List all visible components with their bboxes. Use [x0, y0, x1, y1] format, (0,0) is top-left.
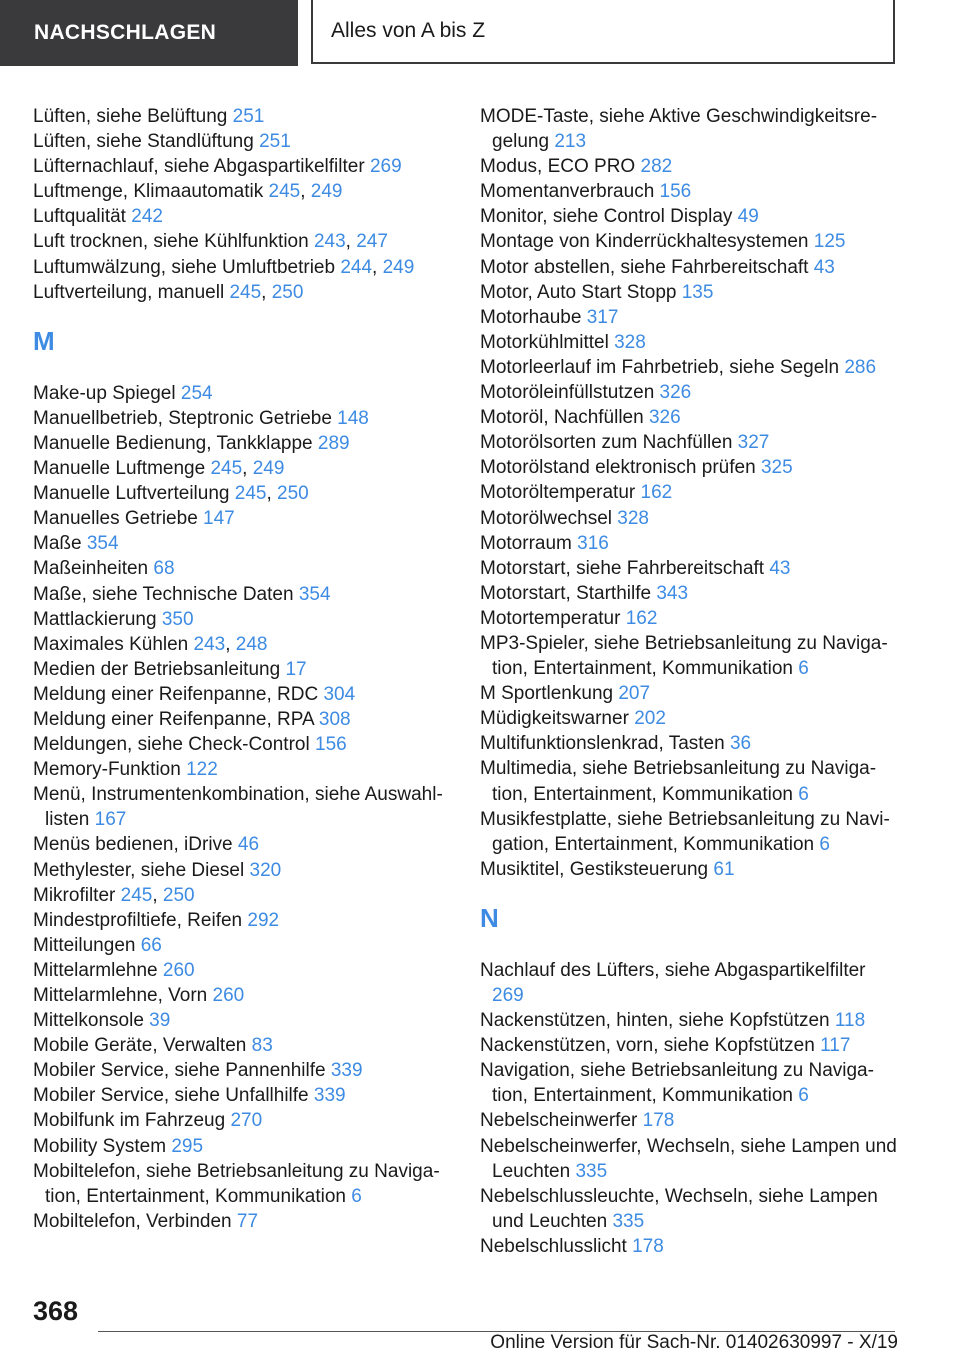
page-reference-link[interactable]: 339: [330, 1060, 363, 1082]
index-entry: [480, 154, 900, 179]
page-reference-link[interactable]: 260: [212, 985, 245, 1006]
page-reference-link[interactable]: 247: [356, 231, 388, 253]
index-entry: [33, 255, 453, 280]
index-entry-text: M Sportlenkung: [480, 683, 614, 705]
page-reference-link[interactable]: 343: [656, 582, 689, 604]
page-separator: ,: [266, 483, 272, 505]
index-entry-text: Motorkühlmittel: [480, 331, 609, 353]
index-entry-text: Mikrofilter: [33, 884, 116, 906]
index-entry: [33, 632, 453, 657]
index-entry: [33, 506, 453, 531]
page-reference-link[interactable]: 39: [149, 1010, 171, 1032]
page-reference-link[interactable]: 308: [318, 708, 351, 730]
index-entry-text: Lüfternachlauf, siehe Abgaspartikelfilter: [33, 156, 365, 178]
index-entry: [480, 807, 900, 857]
index-entry: [33, 556, 453, 581]
page-reference-link[interactable]: 36: [729, 733, 752, 755]
index-entry-text: Navigation, siehe Betriebsanleitung zu Navigation, Entertainment, Kommunikation: [480, 1060, 874, 1107]
page-reference-link[interactable]: 46: [237, 834, 260, 856]
index-entry-text: Lüften, siehe Belüftung: [33, 106, 228, 127]
index-letter-heading: N: [480, 902, 499, 933]
index-entry-text: Mitteilungen: [33, 934, 136, 956]
index-entry-text: Mobiler Service, siehe Pannenhilfe: [33, 1060, 326, 1082]
page-reference-link[interactable]: 251: [259, 131, 291, 153]
page-reference-link[interactable]: 289: [317, 432, 350, 454]
index-entry-text: Motortemperatur: [480, 607, 621, 629]
index-entry-text: Methylester, siehe Diesel: [33, 859, 245, 881]
page-reference-link[interactable]: 118: [834, 1010, 866, 1032]
index-entry-text: Medien der Betriebsanleitung: [33, 658, 281, 680]
index-entry-text: Multimedia, siehe Betriebsanleitung zu Navigation, Entertainment, Kommunikation: [480, 758, 877, 805]
page-number: 368: [33, 1296, 79, 1326]
page-reference-link[interactable]: 326: [648, 407, 681, 429]
index-entry-text: Modus, ECO PRO: [480, 156, 636, 178]
index-entry: [480, 1234, 900, 1259]
index-entry: [480, 380, 900, 405]
index-entry: [33, 381, 453, 406]
index-entry-text: Motorleerlauf im Fahrbetrieb, siehe Segeln: [480, 356, 840, 378]
index-entry-text: Momentanverbrauch: [480, 181, 655, 203]
page-reference-link[interactable]: 286: [844, 356, 877, 378]
page-reference-link[interactable]: 243: [313, 231, 346, 253]
page-reference-link[interactable]: 43: [769, 557, 791, 579]
page-separator: ,: [261, 281, 267, 303]
page-separator: ,: [372, 256, 378, 278]
index-entry-text: Motoröltemperatur: [480, 482, 636, 504]
index-entry: [480, 857, 900, 882]
index-entry: [480, 455, 900, 480]
section-tab: NACHSCHLAGEN: [0, 0, 298, 66]
page-reference-link[interactable]: 156: [315, 734, 347, 756]
index-entry-text: Manuelle Bedienung, Tankklappe: [33, 432, 313, 454]
index-entry-text: Maße, siehe Technische Daten: [33, 583, 294, 605]
index-entry-text: Mattlackierung: [33, 608, 157, 630]
index-entry-text: Musiktitel, Gestiksteuerung: [480, 858, 709, 880]
index-entry: [480, 1058, 900, 1108]
index-entry-text: Mobile Geräte, Verwalten: [33, 1035, 247, 1057]
index-entry-text: Motorölsorten zum Nachfüllen: [480, 432, 733, 454]
page-reference-link[interactable]: 254: [180, 382, 213, 404]
index-entry: [33, 104, 453, 129]
index-entry-text: Manuelle Luftverteilung: [33, 483, 230, 505]
page-reference-link[interactable]: 320: [249, 859, 282, 881]
index-entry: [480, 229, 900, 254]
index-entry-text: Menüs bedienen, iDrive: [33, 834, 233, 856]
index-entry: [480, 631, 900, 681]
index-entry-text: Mittelarmlehne, Vorn: [33, 985, 208, 1006]
index-entry: [33, 179, 453, 204]
index-entry: [480, 706, 900, 731]
index-entry-text: Multifunktionslenkrad, Tasten: [480, 733, 725, 755]
index-entry: [480, 1184, 900, 1234]
page-reference-link[interactable]: 77: [236, 1210, 259, 1232]
chapter-tab: Alles von A bis Z: [311, 0, 895, 64]
page-reference-link[interactable]: 249: [310, 181, 343, 203]
index-entry-text: Motorölstand elektronisch prüfen: [480, 457, 756, 479]
index-column-left: [33, 104, 453, 1234]
index-entry-text: Luftverteilung, manuell: [33, 281, 225, 303]
index-entry: [480, 405, 900, 430]
page-reference-link[interactable]: 317: [586, 306, 619, 328]
index-entry: [33, 958, 453, 983]
page-reference-link[interactable]: 213: [554, 131, 587, 153]
page-reference-link[interactable]: 245: [210, 458, 243, 480]
page-reference-link[interactable]: 295: [171, 1135, 204, 1157]
page-reference-link[interactable]: 328: [614, 331, 646, 353]
page-reference-link[interactable]: 339: [313, 1085, 346, 1107]
index-entry: [33, 607, 453, 632]
page-reference-link[interactable]: 249: [252, 458, 285, 480]
index-entry-text: Motoröleinfüllstutzen: [480, 382, 655, 404]
index-entry-text: Motorölwechsel: [480, 507, 612, 529]
page-reference-link[interactable]: 282: [640, 156, 673, 178]
index-entry-text: Meldungen, siehe Check-Control: [33, 734, 310, 756]
page-reference-link[interactable]: 269: [369, 156, 402, 178]
page-reference-link[interactable]: 207: [618, 683, 651, 705]
index-entry-text: Monitor, siehe Control Display: [480, 206, 733, 228]
page-reference-link[interactable]: 66: [140, 934, 162, 956]
page-separator: ,: [152, 884, 158, 906]
page-reference-link[interactable]: 270: [230, 1110, 263, 1132]
page-reference-link[interactable]: 328: [617, 507, 649, 529]
page-reference-link[interactable]: 6: [351, 1185, 362, 1207]
index-entry: [480, 1033, 900, 1058]
index-entry: [480, 506, 900, 531]
page-reference-link[interactable]: 249: [382, 256, 415, 278]
index-entry-text: Maße: [33, 533, 82, 555]
index-entry-text: Motor abstellen, siehe Fahrbereitschaft: [480, 256, 809, 278]
index-entry-text: Mobility System: [33, 1135, 167, 1157]
page-reference-link[interactable]: 304: [323, 683, 356, 705]
page-reference-link[interactable]: 167: [94, 809, 127, 831]
page-reference-link[interactable]: 243: [193, 633, 226, 655]
index-entry: [480, 305, 900, 330]
index-entry: [33, 1008, 453, 1033]
page-reference-link[interactable]: 325: [760, 457, 793, 479]
index-entry: [33, 154, 453, 179]
index-entry-text: Mobiler Service, siehe Unfallhilfe: [33, 1085, 309, 1107]
index-entry-text: Lüften, siehe Standlüftung: [33, 131, 254, 153]
index-entry-text: Luftqualität: [33, 206, 126, 228]
index-entry-text: Nebelscheinwerfer: [480, 1110, 638, 1132]
page-reference-link[interactable]: 178: [632, 1235, 664, 1257]
page-reference-link[interactable]: 83: [251, 1035, 273, 1057]
index-entry: [480, 606, 900, 631]
page-reference-link[interactable]: 162: [625, 607, 658, 629]
page-reference-link[interactable]: 260: [162, 959, 195, 981]
page-reference-link[interactable]: 178: [642, 1110, 675, 1132]
page-reference-link[interactable]: 251: [232, 106, 265, 127]
index-entry: [33, 456, 453, 481]
index-entry: [480, 480, 900, 505]
index-entry-text: Nackenstützen, vorn, siehe Kopfstützen: [480, 1035, 815, 1057]
index-entry: [480, 958, 900, 1008]
index-entry: [480, 581, 900, 606]
index-entry: [33, 129, 453, 154]
index-entry-text: Meldung einer Reifenpanne, RPA: [33, 708, 314, 730]
index-entry-text: Mobilfunk im Fahrzeug: [33, 1110, 226, 1132]
index-entry: [33, 707, 453, 732]
index-entry: [33, 983, 453, 1008]
index-entry: [480, 255, 900, 280]
index-entry-text: Luftumwälzung, siehe Umluftbetrieb: [33, 256, 336, 278]
index-entry-text: Mittelarmlehne: [33, 959, 158, 981]
page-reference-link[interactable]: 245: [120, 884, 153, 906]
index-entry: [33, 1134, 453, 1159]
index-entry-text: Nebelschlussleuchte, Wechseln, siehe Lampen und Leuchten: [480, 1185, 878, 1232]
page-reference-link[interactable]: 335: [575, 1160, 608, 1182]
index-entry-text: Menü, Instrumentenkombination, siehe Auswahllisten: [33, 784, 443, 831]
index-entry-text: Müdigkeitswarner: [480, 708, 629, 730]
index-entry: [33, 431, 453, 456]
index-entry: [33, 1083, 453, 1108]
page-reference-link[interactable]: 244: [340, 256, 373, 278]
index-entry: [33, 1159, 453, 1209]
index-entry: [33, 481, 453, 506]
index-column-right: [480, 104, 900, 1259]
page-reference-link[interactable]: 156: [659, 181, 692, 203]
page-reference-link[interactable]: 354: [86, 533, 119, 555]
index-entry-text: Manuelles Getriebe: [33, 508, 198, 530]
index-entry: [480, 731, 900, 756]
index-entry: [33, 908, 453, 933]
index-entry: [480, 1108, 900, 1133]
page-reference-link[interactable]: 135: [681, 281, 714, 303]
index-entry-text: Maßeinheiten: [33, 558, 149, 580]
page-separator: ,: [225, 633, 231, 655]
page-header: [0, 0, 960, 66]
index-entry-text: Motor, Auto Start Stopp: [480, 281, 677, 303]
page-reference-link[interactable]: 350: [161, 608, 194, 630]
index-entry: [33, 682, 453, 707]
index-entry-text: Maximales Kühlen: [33, 633, 189, 655]
index-entry-text: Musikfestplatte, siehe Betriebsanleitung zu Navigation, Entertainment, Kommunikation: [480, 808, 890, 855]
page-separator: ,: [242, 458, 248, 480]
page-reference-link[interactable]: 242: [131, 206, 163, 228]
page-reference-link[interactable]: 6: [798, 783, 809, 805]
index-entry-text: Make-up Spiegel: [33, 382, 176, 404]
index-entry: [33, 406, 453, 431]
index-entry: [480, 104, 900, 154]
index-entry: [33, 1058, 453, 1083]
index-entry: [480, 330, 900, 355]
index-entry-text: MODE-Taste, siehe Aktive Geschwindigkeitsregelung: [480, 106, 878, 153]
index-entry: [33, 531, 453, 556]
index-entry: [480, 756, 900, 806]
index-entry: [480, 204, 900, 229]
index-entry: [480, 531, 900, 556]
index-entry: [33, 1108, 453, 1133]
page-reference-link[interactable]: 125: [813, 231, 846, 253]
index-entry-text: Montage von Kinderrückhaltesystemen: [480, 231, 809, 253]
page-reference-link[interactable]: 245: [234, 483, 267, 505]
index-entry: [33, 1033, 453, 1058]
page-reference-link[interactable]: 6: [798, 658, 809, 680]
index-entry: [33, 732, 453, 757]
page-reference-link[interactable]: 326: [659, 382, 692, 404]
page-reference-link[interactable]: 250: [162, 884, 195, 906]
page-reference-link[interactable]: 122: [186, 759, 218, 781]
index-entry-text: Luftmenge, Klimaautomatik: [33, 181, 264, 203]
index-entry: [480, 1008, 900, 1033]
index-entry: [480, 681, 900, 706]
page-reference-link[interactable]: 327: [737, 432, 770, 454]
index-entry-text: Mobiltelefon, siehe Betriebsanleitung zu Navigation, Entertainment, Kommunikation: [33, 1160, 440, 1207]
index-entry: [480, 1134, 900, 1184]
index-entry: [33, 782, 453, 832]
page-reference-link[interactable]: 148: [337, 407, 369, 429]
index-entry-text: Luft trocknen, siehe Kühlfunktion: [33, 231, 309, 253]
index-entry: [33, 883, 453, 908]
page-separator: ,: [300, 181, 306, 203]
page-reference-link[interactable]: 61: [713, 858, 735, 880]
page-reference-link[interactable]: 17: [285, 658, 307, 680]
page-reference-link[interactable]: 117: [820, 1035, 851, 1057]
index-entry: [33, 933, 453, 958]
page-reference-link[interactable]: 335: [612, 1210, 645, 1232]
index-entry-text: Nachlauf des Lüfters, siehe Abgaspartikelfilter: [480, 959, 866, 981]
index-entry: [33, 582, 453, 607]
page-reference-link[interactable]: 6: [798, 1085, 809, 1107]
page-reference-link[interactable]: 248: [235, 633, 268, 655]
page-reference-link[interactable]: 202: [634, 708, 666, 730]
index-entry-text: Mittelkonsole: [33, 1010, 144, 1032]
page-reference-link[interactable]: 147: [203, 508, 235, 530]
index-entry-text: Motorstart, siehe Fahrbereitschaft: [480, 557, 765, 579]
page-separator: ,: [345, 231, 351, 253]
index-entry-text: Manuellbetrieb, Steptronic Getriebe: [33, 407, 332, 429]
index-entry-text: MP3-Spieler, siehe Betriebsanleitung zu Navigation, Entertainment, Kommunikation: [480, 632, 888, 680]
page-reference-link[interactable]: 354: [298, 583, 331, 605]
page-reference-link[interactable]: 43: [813, 256, 835, 278]
index-entry-text: Memory-Funktion: [33, 759, 181, 781]
footer-online-version: Online Version für Sach-Nr. 01402630997 - X/19: [490, 1332, 898, 1353]
page-reference-link[interactable]: 316: [577, 532, 609, 554]
page-reference-link[interactable]: 292: [247, 909, 280, 931]
index-entry: [33, 204, 453, 229]
page-reference-link[interactable]: 68: [153, 558, 175, 580]
index-entry: [480, 430, 900, 455]
index-entry: [480, 355, 900, 380]
index-entry: [33, 280, 453, 305]
index-entry-text: Meldung einer Reifenpanne, RDC: [33, 683, 319, 705]
page-reference-link[interactable]: 250: [277, 483, 309, 505]
index-entry-text: Nebelscheinwerfer, Wechseln, siehe Lampen und Leuchten: [480, 1135, 897, 1182]
index-entry-text: Nebelschlusslicht: [480, 1235, 627, 1257]
index-entry-text: Mobiltelefon, Verbinden: [33, 1210, 232, 1232]
index-entry-text: Mindestprofiltiefe, Reifen: [33, 909, 243, 931]
index-entry-text: Motoröl, Nachfüllen: [480, 407, 644, 429]
index-entry: [480, 556, 900, 581]
index-entry-text: Manuelle Luftmenge: [33, 458, 206, 480]
index-letter-heading: M: [33, 325, 55, 356]
page-reference-link[interactable]: 245: [229, 281, 262, 303]
index-entry: [33, 757, 453, 782]
index-entry: [480, 280, 900, 305]
page-reference-link[interactable]: 250: [271, 281, 304, 303]
index-entry: [33, 1209, 453, 1234]
index-entry: [33, 657, 453, 682]
page-reference-link[interactable]: 269: [492, 985, 524, 1006]
page-reference-link[interactable]: 6: [819, 833, 830, 855]
page-reference-link[interactable]: 162: [640, 482, 673, 504]
index-entry-text: Motorhaube: [480, 306, 582, 328]
index-entry: [33, 229, 453, 254]
index-entry: [33, 858, 453, 883]
page-reference-link[interactable]: 245: [268, 181, 301, 203]
page-reference-link[interactable]: 49: [737, 206, 759, 228]
index-entry-text: Nackenstützen, hinten, siehe Kopfstützen: [480, 1010, 830, 1032]
index-entry-text: Motorstart, Starthilfe: [480, 582, 652, 604]
index-entry: [33, 832, 453, 857]
index-entry-text: Motorraum: [480, 532, 572, 554]
index-entry: [480, 179, 900, 204]
